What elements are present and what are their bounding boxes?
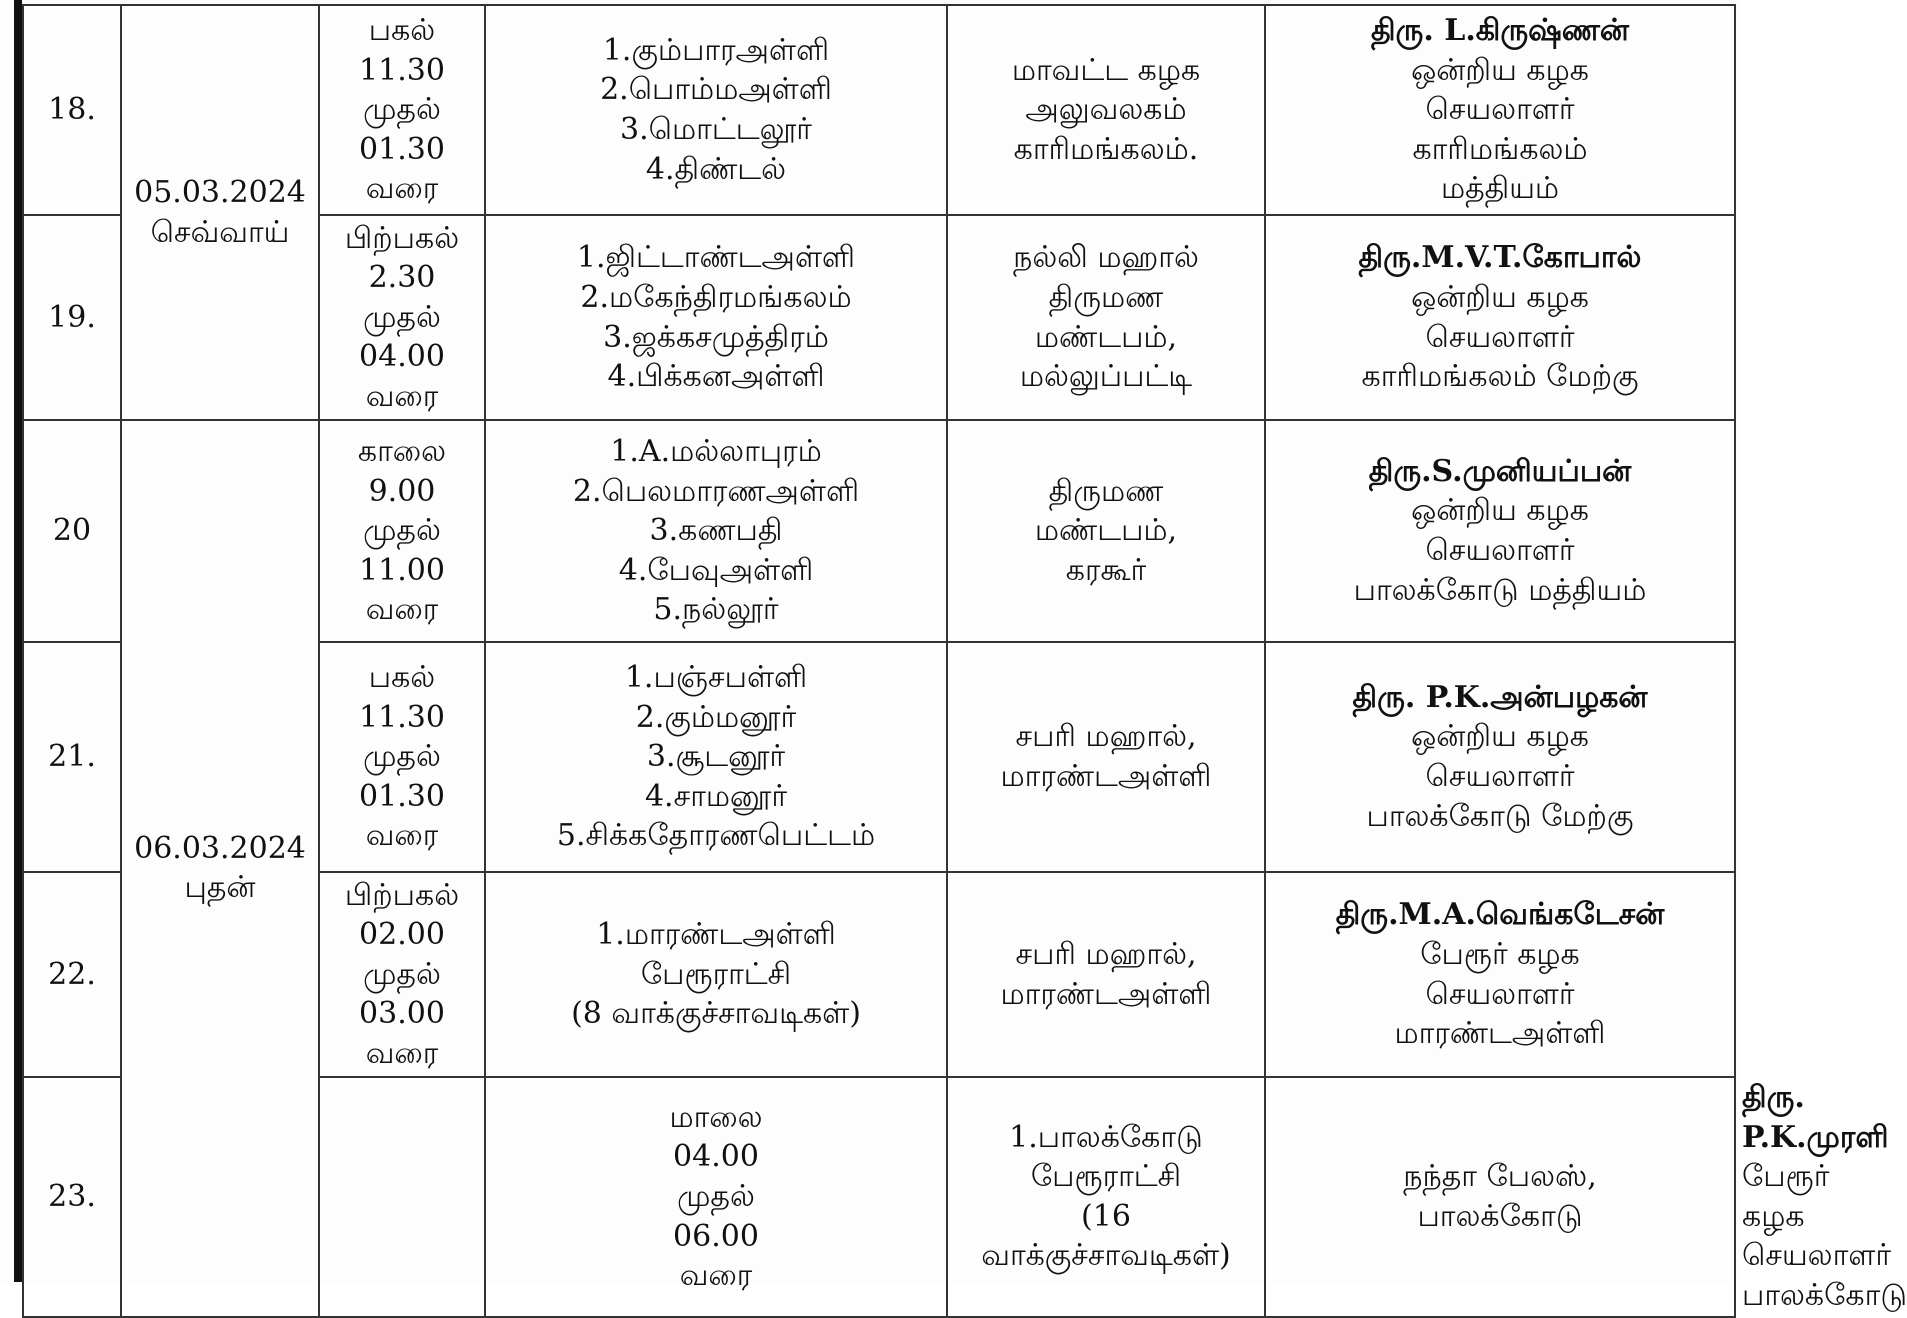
person-cell bbox=[1265, 420, 1735, 642]
time-cell bbox=[319, 872, 485, 1077]
time-period: மாலை bbox=[669, 1099, 763, 1135]
village-item: 2.பொம்மஅள்ளி bbox=[600, 72, 832, 108]
villages-cell bbox=[947, 1077, 1265, 1317]
person-area: மத்தியம் bbox=[1440, 171, 1560, 207]
time-period: காலை bbox=[357, 434, 447, 470]
villages-cell bbox=[485, 5, 947, 215]
time-from-label: முதல் bbox=[677, 1178, 755, 1214]
time-cell bbox=[319, 215, 485, 420]
person-cell bbox=[1265, 5, 1735, 215]
village-item: பேரூராட்சி bbox=[640, 956, 792, 992]
venue-line: நந்தா பேலஸ், bbox=[1403, 1159, 1597, 1195]
time-cell bbox=[485, 1077, 947, 1317]
time-from-label: முதல் bbox=[363, 299, 441, 335]
time-start: 11.30 bbox=[359, 699, 445, 735]
village-item: 1.பஞ்சபள்ளி bbox=[624, 660, 808, 696]
village-item: 2.கும்மனூர் bbox=[635, 699, 797, 735]
villages-cell bbox=[485, 215, 947, 420]
person-cell bbox=[1265, 215, 1735, 420]
time-end: 11.00 bbox=[359, 552, 445, 588]
serial-number: 19. bbox=[23, 215, 121, 420]
village-item: (8 வாக்குச்சாவடிகள்) bbox=[571, 996, 861, 1032]
venue-line: கரகூர் bbox=[1065, 552, 1147, 588]
venue-line: திருமண bbox=[1048, 279, 1164, 315]
serial-number: 22. bbox=[23, 872, 121, 1077]
venue-line: அலுவலகம் bbox=[1025, 92, 1187, 128]
venue-line: மல்லுப்பட்டி bbox=[1019, 359, 1193, 395]
time-end: 01.30 bbox=[359, 131, 445, 167]
village-item: 1.மாரண்டஅள்ளி bbox=[596, 917, 836, 953]
time-from-label: முதல் bbox=[363, 513, 441, 549]
village-item: 4.திண்டல் bbox=[645, 151, 787, 187]
villages-cell bbox=[485, 420, 947, 642]
day-value: செவ்வாய் bbox=[150, 214, 290, 250]
time-from-label: முதல் bbox=[363, 956, 441, 992]
person-role: செயலாளர் bbox=[1425, 319, 1575, 355]
village-item: பேரூராட்சி bbox=[1030, 1159, 1182, 1195]
person-role: ஒன்றிய கழக bbox=[1411, 52, 1589, 88]
village-item: 1.A.மல்லாபுரம் bbox=[610, 434, 822, 470]
village-item: 5.சிக்கதோரணபெட்டம் bbox=[556, 818, 876, 854]
time-start: 11.30 bbox=[359, 52, 445, 88]
time-from-label: முதல் bbox=[363, 739, 441, 775]
villages-cell bbox=[485, 642, 947, 872]
village-item: 2.பெலமாரணஅள்ளி bbox=[572, 473, 860, 509]
person-area: காரிமங்கலம் bbox=[1412, 131, 1588, 167]
time-end: 01.30 bbox=[359, 778, 445, 814]
village-item: 4.பேவுஅள்ளி bbox=[618, 552, 814, 588]
person-name: திரு. P.K.அன்பழகன் bbox=[1352, 679, 1648, 715]
serial-number: 23. bbox=[23, 1077, 121, 1317]
time-start: 2.30 bbox=[368, 260, 436, 296]
time-until-label: வரை bbox=[365, 378, 439, 414]
person-area: பாலக்கோடு மத்தியம் bbox=[1353, 572, 1647, 608]
person-role: செயலாளர் bbox=[1425, 533, 1575, 568]
village-item: 3.சூடனூர் bbox=[646, 739, 786, 775]
time-until-label: வரை bbox=[365, 818, 439, 854]
time-period: பகல் bbox=[368, 13, 436, 49]
table-row: 23. மாலை 04.00 முதல் 06.00 வரை 1.பாலக்கோடு பேரூராட்சி (16 வாக்குச்சாவடிகள்) நந்தா பேலஸ், பாலக்கோடு திரு. P.K.முரளி பேரூர் கழக செயலாளர் பாலக்கோடு bbox=[23, 1077, 1735, 1317]
venue-line: பாலக்கோடு bbox=[1417, 1198, 1583, 1234]
village-item: 1.கும்பாரஅள்ளி bbox=[602, 32, 830, 68]
village-item: 3.ஜக்கசமுத்திரம் bbox=[603, 319, 829, 355]
venue-cell bbox=[947, 642, 1265, 872]
person-cell bbox=[1265, 642, 1735, 872]
person-name: திரு.M.V.T.கோபால் bbox=[1358, 240, 1642, 276]
person-name: திரு.M.A.வெங்கடேசன் bbox=[1335, 897, 1665, 933]
venue-line: சபரி மஹால், bbox=[1015, 719, 1197, 755]
person-area: காரிமங்கலம் மேற்கு bbox=[1361, 359, 1639, 395]
time-start: 02.00 bbox=[359, 917, 445, 953]
venue-line: சபரி மஹால், bbox=[1015, 936, 1197, 972]
venue-line: மாரண்டஅள்ளி bbox=[1000, 976, 1212, 1012]
time-from-label: முதல் bbox=[363, 92, 441, 128]
person-area: பாலக்கோடு மேற்கு bbox=[1366, 798, 1634, 834]
time-end: 03.00 bbox=[359, 996, 445, 1032]
venue-line: காரிமங்கலம். bbox=[1013, 131, 1199, 167]
person-role: செயலாளர் bbox=[1425, 92, 1575, 128]
village-item: 2.மகேந்திரமங்கலம் bbox=[580, 279, 852, 315]
person-cell bbox=[1265, 872, 1735, 1077]
time-start: 04.00 bbox=[673, 1139, 759, 1175]
person-role: ஒன்றிய கழக bbox=[1411, 493, 1589, 529]
time-cell bbox=[319, 5, 485, 215]
venue-line: மண்டபம், bbox=[1034, 513, 1178, 549]
date-cell-empty bbox=[319, 1077, 485, 1317]
village-item: 3.கணபதி bbox=[649, 513, 783, 549]
time-period: பிற்பகல் bbox=[344, 220, 460, 256]
person-role: ஒன்றிய கழக bbox=[1411, 719, 1589, 755]
venue-cell bbox=[947, 420, 1265, 642]
village-item: 5.நல்லூர் bbox=[653, 592, 779, 628]
village-item: 1.பாலக்கோடு bbox=[1009, 1119, 1203, 1155]
time-cell bbox=[319, 420, 485, 642]
venue-line: நல்லி மஹால் bbox=[1013, 240, 1199, 276]
time-until-label: வரை bbox=[365, 171, 439, 207]
time-cell bbox=[319, 642, 485, 872]
time-period: பகல் bbox=[368, 660, 436, 696]
person-role: ஒன்றிய கழக bbox=[1411, 279, 1589, 315]
serial-number: 18. bbox=[23, 5, 121, 215]
time-until-label: வரை bbox=[365, 592, 439, 628]
day-value: புதன் bbox=[184, 870, 256, 906]
time-end: 04.00 bbox=[359, 339, 445, 375]
date-value: 06.03.2024 bbox=[134, 830, 306, 866]
serial-number: 20 bbox=[23, 420, 121, 642]
table-row bbox=[23, 5, 1735, 215]
person-role: பேரூர் கழக bbox=[1420, 936, 1580, 972]
venue-cell bbox=[947, 5, 1265, 215]
date-value: 05.03.2024 bbox=[134, 174, 306, 210]
time-period: பிற்பகல் bbox=[344, 877, 460, 913]
venue-cell bbox=[947, 872, 1265, 1077]
time-start: 9.00 bbox=[368, 473, 436, 509]
village-item: (16 வாக்குச்சாவடிகள்) bbox=[981, 1198, 1231, 1274]
person-area: மாரண்டஅள்ளி bbox=[1394, 1016, 1606, 1052]
venue-line: மண்டபம், bbox=[1034, 319, 1178, 355]
date-cell bbox=[121, 5, 319, 420]
venue-line: மாரண்டஅள்ளி bbox=[1000, 759, 1212, 794]
date-cell bbox=[121, 420, 319, 1317]
time-until-label: வரை bbox=[679, 1258, 753, 1294]
table-row bbox=[23, 420, 1735, 642]
person-role: செயலாளர் bbox=[1425, 759, 1575, 794]
meeting-schedule-table bbox=[22, 4, 1907, 1318]
village-item: 4.பிக்கனஅள்ளி bbox=[607, 359, 825, 395]
village-item: 1.ஜிட்டாண்டஅள்ளி bbox=[576, 240, 856, 276]
venue-line: திருமண bbox=[1048, 473, 1164, 509]
serial-number: 21. bbox=[23, 642, 121, 872]
village-item: 4.சாமனூர் bbox=[644, 778, 788, 814]
village-item: 3.மொட்டலூர் bbox=[620, 112, 812, 147]
villages-cell bbox=[485, 872, 947, 1077]
venue-cell bbox=[947, 215, 1265, 420]
time-end: 06.00 bbox=[673, 1218, 759, 1254]
person-name: திரு.S.முனியப்பன் bbox=[1368, 453, 1632, 489]
venue-line: மாவட்ட கழக bbox=[1011, 52, 1201, 88]
left-binding-rule bbox=[14, 0, 22, 1282]
person-name: திரு. L.கிருஷ்ணன் bbox=[1370, 13, 1630, 49]
time-until-label: வரை bbox=[365, 1035, 439, 1071]
venue-cell bbox=[1265, 1077, 1735, 1317]
person-role: செயலாளர் bbox=[1425, 976, 1575, 1012]
